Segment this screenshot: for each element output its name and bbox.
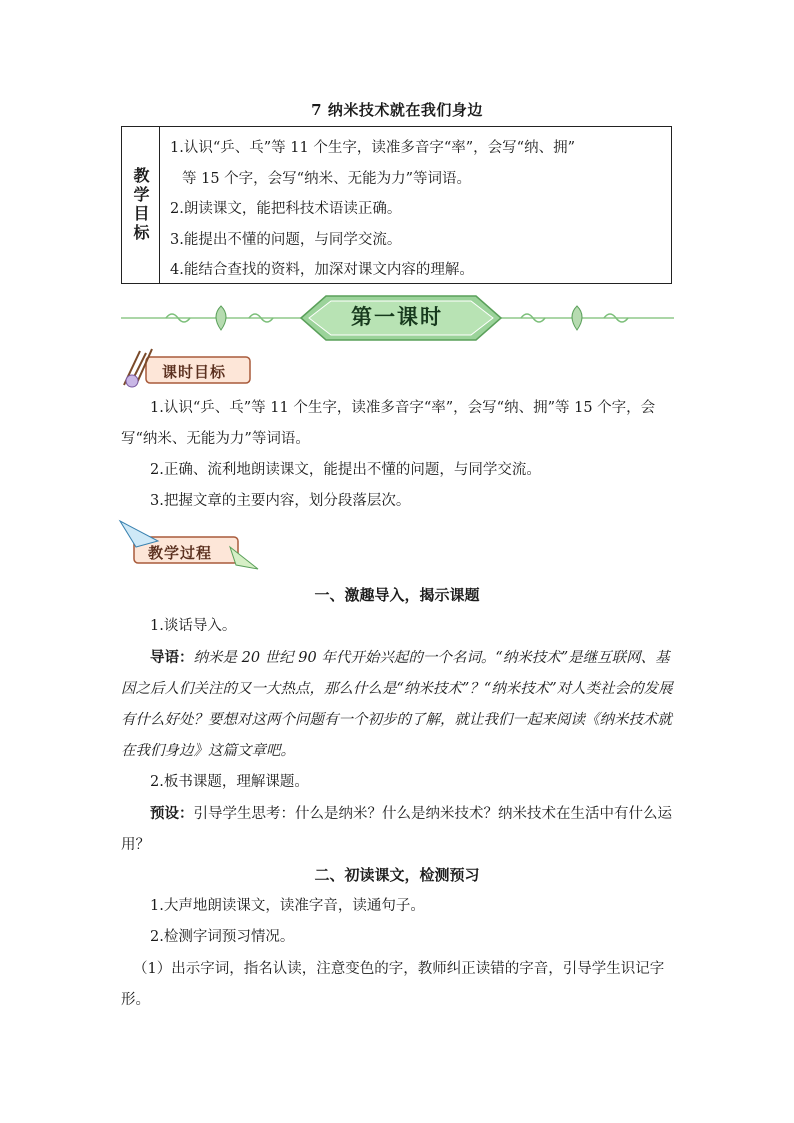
objective-item: 4.能结合查找的资料，加深对课文内容的理解。 xyxy=(170,262,474,278)
preset-paragraph xyxy=(121,798,674,861)
objectives-table xyxy=(121,126,672,284)
lesson-goal-item: 2.正确、流利地朗读课文，能提出不懂的问题，与同学交流。 xyxy=(150,462,541,478)
objectives-label-cell xyxy=(122,127,160,283)
step-text: （1）出示字词，指名认读，注意变色的字，教师纠正读错的字音，引导学生识记字形。 xyxy=(121,961,665,1008)
intro-paragraph xyxy=(121,642,674,767)
lesson-goals-tab-label: 课时目标 xyxy=(162,363,227,381)
step-text: 2.板书课题，理解课题。 xyxy=(150,774,309,790)
objective-item: 2.朗读课文，能把科技术语读正确。 xyxy=(170,201,402,217)
objective-item: 1.认识“乒、乓”等 11 个生字，读准多音字“率”，会写“纳、拥” xyxy=(170,140,575,156)
intro-label: 导语： xyxy=(150,649,194,666)
objectives-label: 教学目标 xyxy=(131,167,150,243)
step-text: 1.大声地朗读课文，读准字音，读通句子。 xyxy=(150,898,425,914)
teaching-process-banner xyxy=(118,517,260,571)
section-heading: 二、初读课文，检测预习 xyxy=(314,866,480,884)
preset-text: 引导学生思考：什么是纳米？什么是纳米技术？纳米技术在生活中有什么运用？ xyxy=(121,806,672,853)
intro-text: 纳米是 20 世纪 90 年代开始兴起的一个名词。“纳米技术”是继互联网、基因之后人们关注的又一大热点，那么什么是“纳米技术”？“纳米技术”对人类社会的发展有什么好处？要想对这两个问题有一个初步的了解，就让我们一起来阅读《纳米技术就在我们身边》这篇文章吧。 xyxy=(121,650,673,759)
objective-item: 3.能提出不懂的问题，与同学交流。 xyxy=(170,231,402,248)
step-text: 1.谈话导入。 xyxy=(150,618,237,634)
objectives-list xyxy=(160,127,671,283)
step-text: 2.检测字词预习情况。 xyxy=(150,929,295,945)
lesson-banner-title: 第一课时 xyxy=(351,305,443,329)
document-title: 7 纳米技术就在我们身边 xyxy=(311,101,483,119)
objective-item-continued: 等 15 个字，会写“纳米、无能为力”等词语。 xyxy=(182,170,471,187)
preset-label: 预设： xyxy=(150,805,194,822)
teaching-process-tab-label: 教学过程 xyxy=(148,544,213,562)
lesson-goal-item: 1.认识“乒、乓”等 11 个生字，读准多音字“率”，会写“纳、拥”等 15 个字，会写“纳米、无能为力”等词语。 xyxy=(121,400,656,447)
lesson-goals-banner xyxy=(118,347,258,389)
lesson-goal-item: 3.把握文章的主要内容，划分段落层次。 xyxy=(150,493,411,509)
section-heading: 一、激趣导入，揭示课题 xyxy=(314,586,480,604)
